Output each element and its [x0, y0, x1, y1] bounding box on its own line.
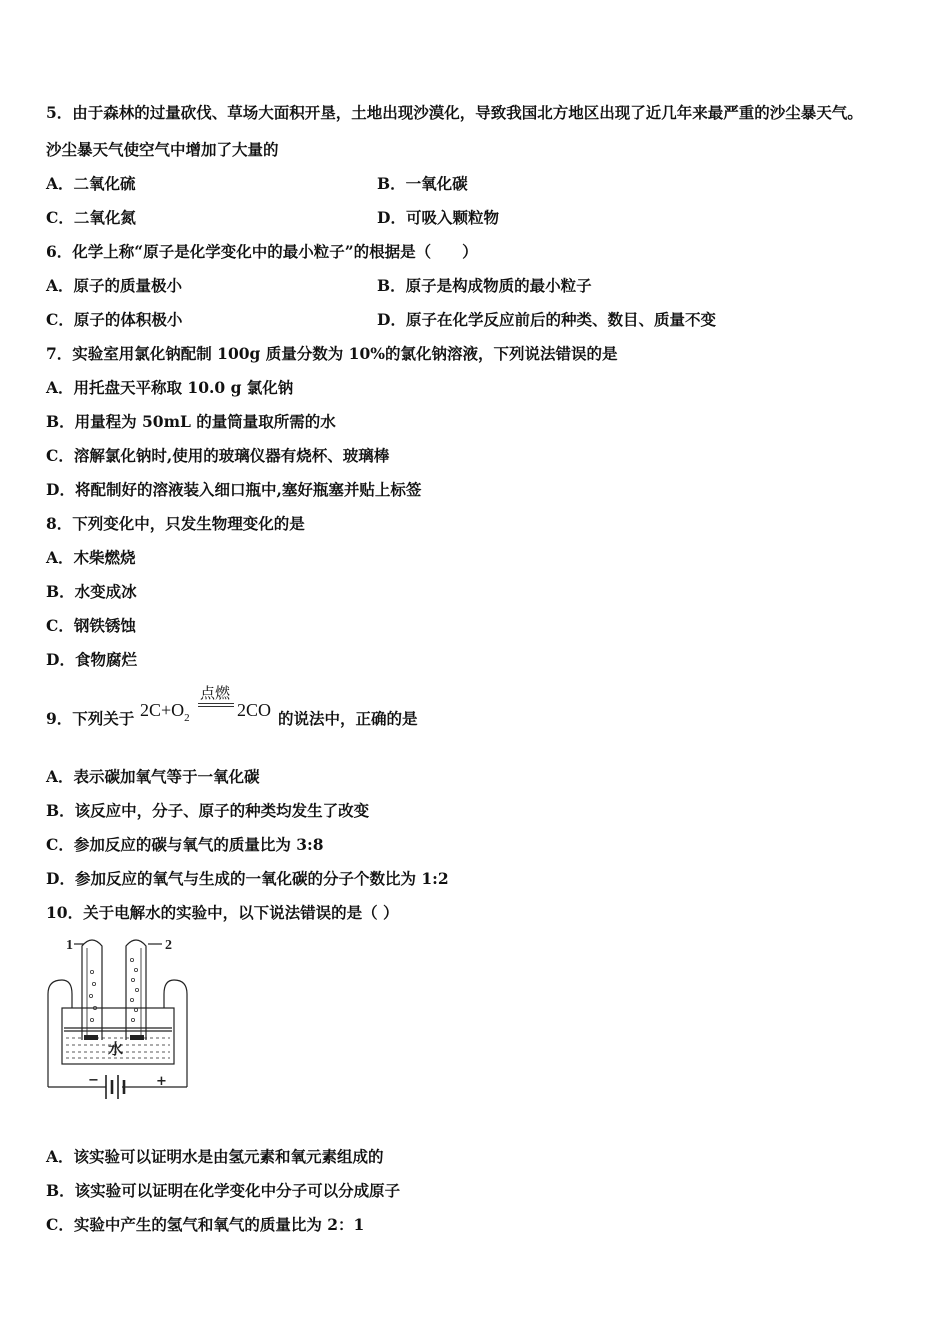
tube-2 [126, 940, 146, 1040]
q9-option-a: A．表示碳加氧气等于一氧化碳 [46, 767, 260, 786]
q6-stem: 6．化学上称“原子是化学变化中的最小粒子”的根据是（ ） [46, 242, 478, 261]
q5-stem-line2: 沙尘暴天气使空气中增加了大量的 [46, 140, 279, 159]
chemical-equation [140, 682, 280, 726]
equation-reactants: $2C+O_2$ [140, 700, 190, 724]
tube-2-label: 2 [165, 938, 172, 953]
q5-option-c: C．二氧化氮 [46, 208, 136, 227]
negative-terminal-label: − [88, 1073, 99, 1088]
right-wire [164, 980, 187, 1087]
q9-stem-after: 的说法中，正确的是 [278, 709, 418, 728]
positive-terminal-label: + [156, 1074, 167, 1089]
equation-bar-top [198, 703, 234, 704]
q10-option-a: A．该实验可以证明水是由氢元素和氧元素组成的 [46, 1147, 384, 1166]
q9-option-b: B．该反应中，分子、原子的种类均发生了改变 [46, 801, 370, 820]
q7-option-a: A．用托盘天平称取 10.0 g 氯化钠 [46, 378, 294, 397]
tube-1 [82, 940, 102, 1040]
q10-stem: 10．关于电解水的实验中，以下说法错误的是（ ） [46, 903, 399, 922]
left-wire [48, 980, 72, 1087]
q6-option-c: C．原子的体积极小 [46, 310, 183, 329]
tube-1-label: 1 [66, 938, 73, 953]
q5-option-d: D．可吸入颗粒物 [377, 208, 499, 227]
q8-stem: 8．下列变化中，只发生物理变化的是 [46, 514, 305, 533]
gas-bubbles [89, 958, 138, 1021]
q10-option-b: B．该实验可以证明在化学变化中分子可以分成原子 [46, 1181, 401, 1200]
q6-option-a: A．原子的质量极小 [46, 276, 183, 295]
equation-bar-bottom [198, 706, 234, 707]
q5-option-a: A．二氧化硫 [46, 174, 136, 193]
equation-condition: 点燃 [200, 686, 231, 702]
equation-product: 2CO [237, 700, 272, 720]
q9-option-d: D．参加反应的氧气与生成的一氧化碳的分子个数比为 1:2 [46, 869, 449, 888]
q9-option-c: C．参加反应的碳与氧气的质量比为 3:8 [46, 835, 324, 854]
q7-option-d: D．将配制好的溶液装入细口瓶中,塞好瓶塞并贴上标签 [46, 480, 422, 499]
electrolysis-apparatus-figure [44, 932, 194, 1117]
q10-option-c: C．实验中产生的氢气和氧气的质量比为 2：1 [46, 1215, 365, 1234]
q6-option-d: D．原子在化学反应前后的种类、数目、质量不变 [377, 310, 716, 329]
q5-stem-line1: 5．由于森林的过量砍伐、草场大面积开垦，土地出现沙漠化，导致我国北方地区出现了近几年来最严重的沙尘暴天气。 [46, 103, 863, 122]
electrode-left [84, 1035, 98, 1040]
q8-option-b: B．水变成冰 [46, 582, 137, 601]
q8-option-a: A．木柴燃烧 [46, 548, 136, 567]
q6-option-b: B．原子是构成物质的最小粒子 [377, 276, 592, 295]
q9-stem-before: 9．下列关于 [46, 709, 135, 728]
q8-option-d: D．食物腐烂 [46, 650, 137, 669]
q8-option-c: C．钢铁锈蚀 [46, 616, 136, 635]
water-label: 水 [108, 1040, 124, 1058]
electrode-right [130, 1035, 144, 1040]
q7-option-c: C．溶解氯化钠时,使用的玻璃仪器有烧杯、玻璃棒 [46, 446, 390, 465]
q5-option-b: B．一氧化碳 [377, 174, 468, 193]
q7-option-b: B．用量程为 50mL 的量筒量取所需的水 [46, 412, 336, 431]
q7-stem: 7．实验室用氯化钠配制 100g 质量分数为 10%的氯化钠溶液，下列说法错误的是 [46, 344, 618, 363]
